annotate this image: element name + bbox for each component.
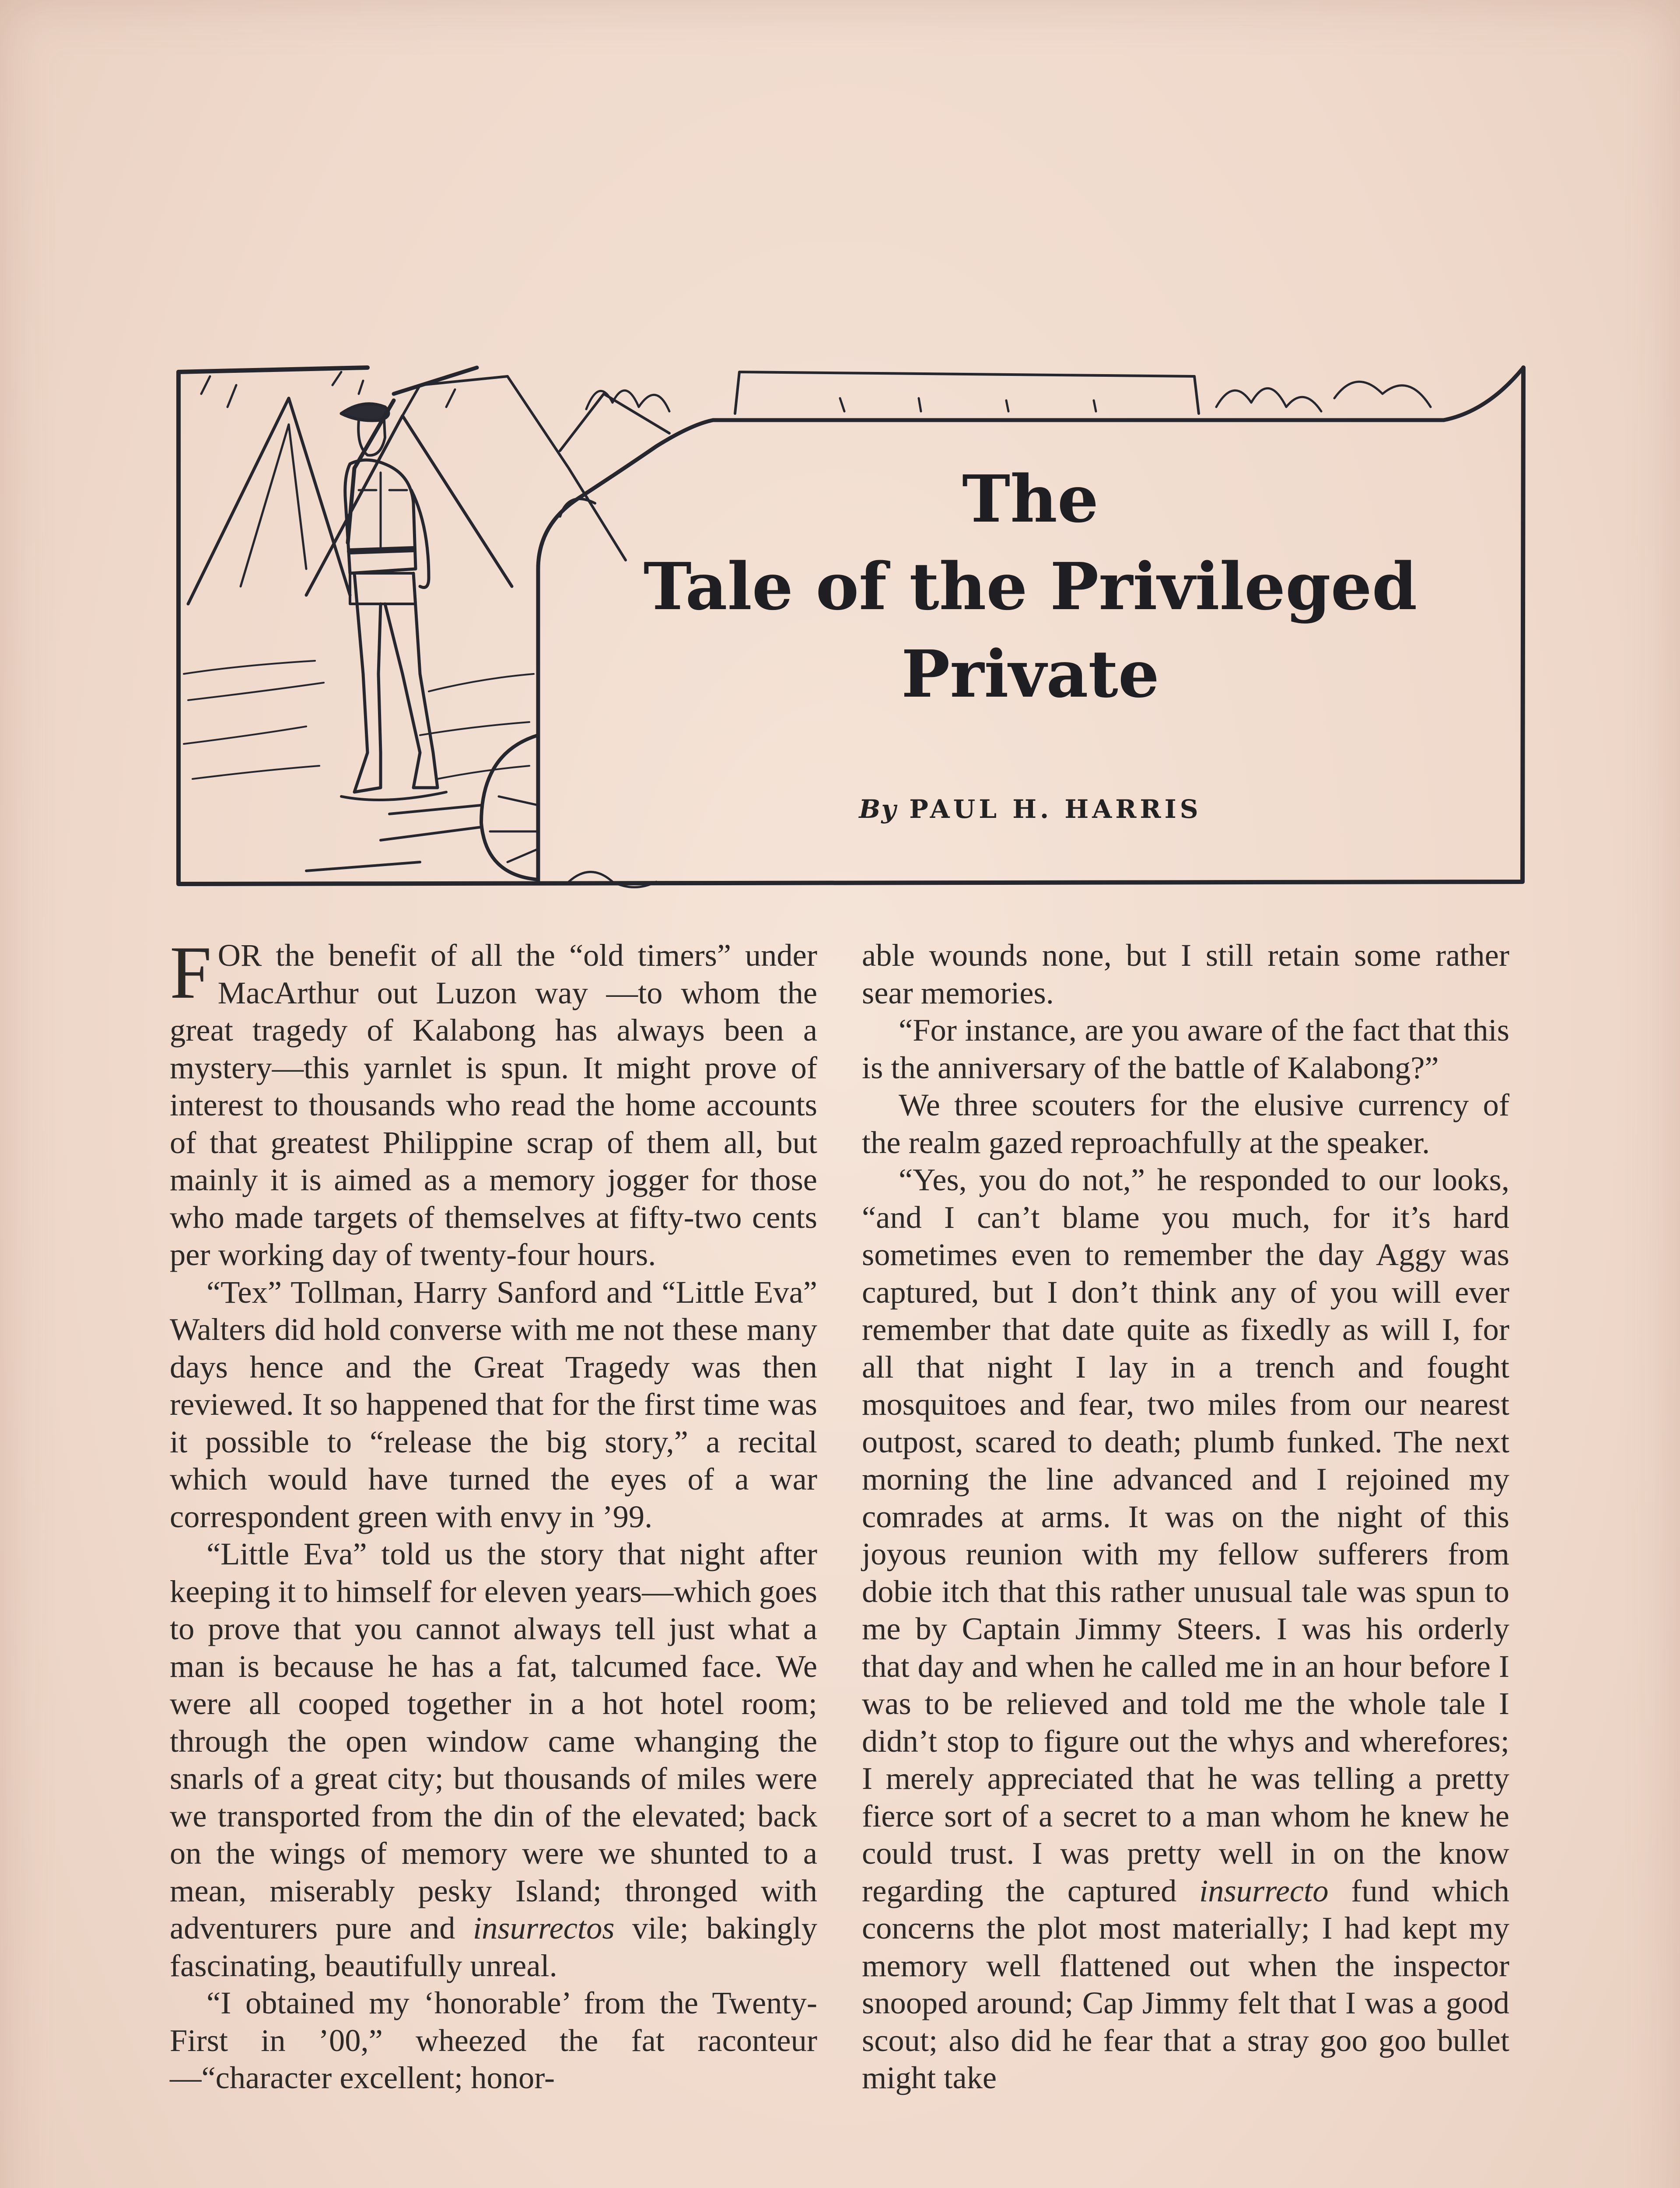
byline-prefix: By bbox=[859, 794, 897, 824]
left-column bbox=[170, 931, 817, 2097]
right-column bbox=[862, 936, 1509, 2097]
paragraph: “Tex” Tollman, Harry Sanford and “Little Eva” Walters did hold converse with me not these many days hence and the Great Tragedy was then reviewed. It so happened that for the first time was it possible to “release the big story,” a recital which would have turned the eyes of a war correspondent green with envy in ’99. bbox=[170, 1274, 817, 1534]
title-line-2: Tale of the Privileged bbox=[643, 548, 1418, 624]
paragraph: able wounds none, but I still retain some rather sear memories. bbox=[862, 937, 1509, 1010]
paragraph: We three scouters for the elusive currency of the realm gazed reproachfully at the speaker. bbox=[862, 1087, 1509, 1160]
drop-cap: F bbox=[170, 931, 212, 1014]
paragraph: “Little Eva” told us the story that night after keeping it to himself for eleven years—which goes to prove that you cannot always tell just what a man is because he has a fat, talcumed face. We were all cooped together in a hot hotel room; through the open window came whanging the snarls of a great city; but thousands of miles were we transported from the din of the elevated; back on the wings of memory were we shunted to a mean, miserably pesky Island; thronged with adventurers pure and insurrectos vile; bakingly fascinating, beautifully unreal. bbox=[170, 1536, 817, 1983]
title-line-1: The bbox=[962, 461, 1099, 537]
paragraph-text: OR the benefit of all the “old timers” under MacArthur out Luzon way —to whom the great tragedy of Kalabong has always been a mystery—this yarnlet is spun. It might prove of interest to thousands who read the home accounts of that greatest Philippine scrap of them all, but mainly it is aimed as a memory jogger for those who made targets of themselves at fifty-two cents per working day of twenty-four hours. bbox=[170, 937, 817, 1272]
article-title bbox=[542, 455, 1518, 718]
paragraph: “For instance, are you aware of the fact that this is the anniversary of the battle of Kalabong?” bbox=[862, 1012, 1509, 1085]
title-line-3: Private bbox=[901, 636, 1159, 712]
paragraph: “I obtained my ‘honorable’ from the Twenty-First in ’00,” wheezed the fat raconteur—“character excellent; honor- bbox=[170, 1985, 817, 2095]
paragraph bbox=[170, 931, 817, 1273]
paragraph: “Yes, you do not,” he responded to our looks, “and I can’t blame you much, for it’s hard sometimes even to remember the day Aggy was captured, but I don’t think any of you will ever remember that date quite as fixedly as will I, for all that night I lay in a trench and fought mosquitoes and fear, two miles from our nearest outpost, scared to death; plumb funked. The next morning the line advanced and I rejoined my comrades at arms. It was on the night of this joyous reunion with my fellow sufferers from dobie itch that this rather unusual tale was spun to me by Captain Jimmy Steers. I was his orderly that day and when he called me in an hour before I was to be relieved and told me the whole tale I didn’t stop to figure out the whys and wherefores; I merely appreciated that he was telling a pretty fierce sort of a secret to a man whom he knew he could trust. I was pretty well in on the know regarding the captured insurrecto fund which concerns the plot most materially; I had kept my memory well flattened out when the inspector snooped around; Cap Jimmy felt that I was a good scout; also did he fear that a stray goo goo bullet might take bbox=[862, 1162, 1509, 2095]
byline bbox=[542, 794, 1518, 824]
byline-author: PAUL H. HARRIS bbox=[909, 794, 1202, 824]
